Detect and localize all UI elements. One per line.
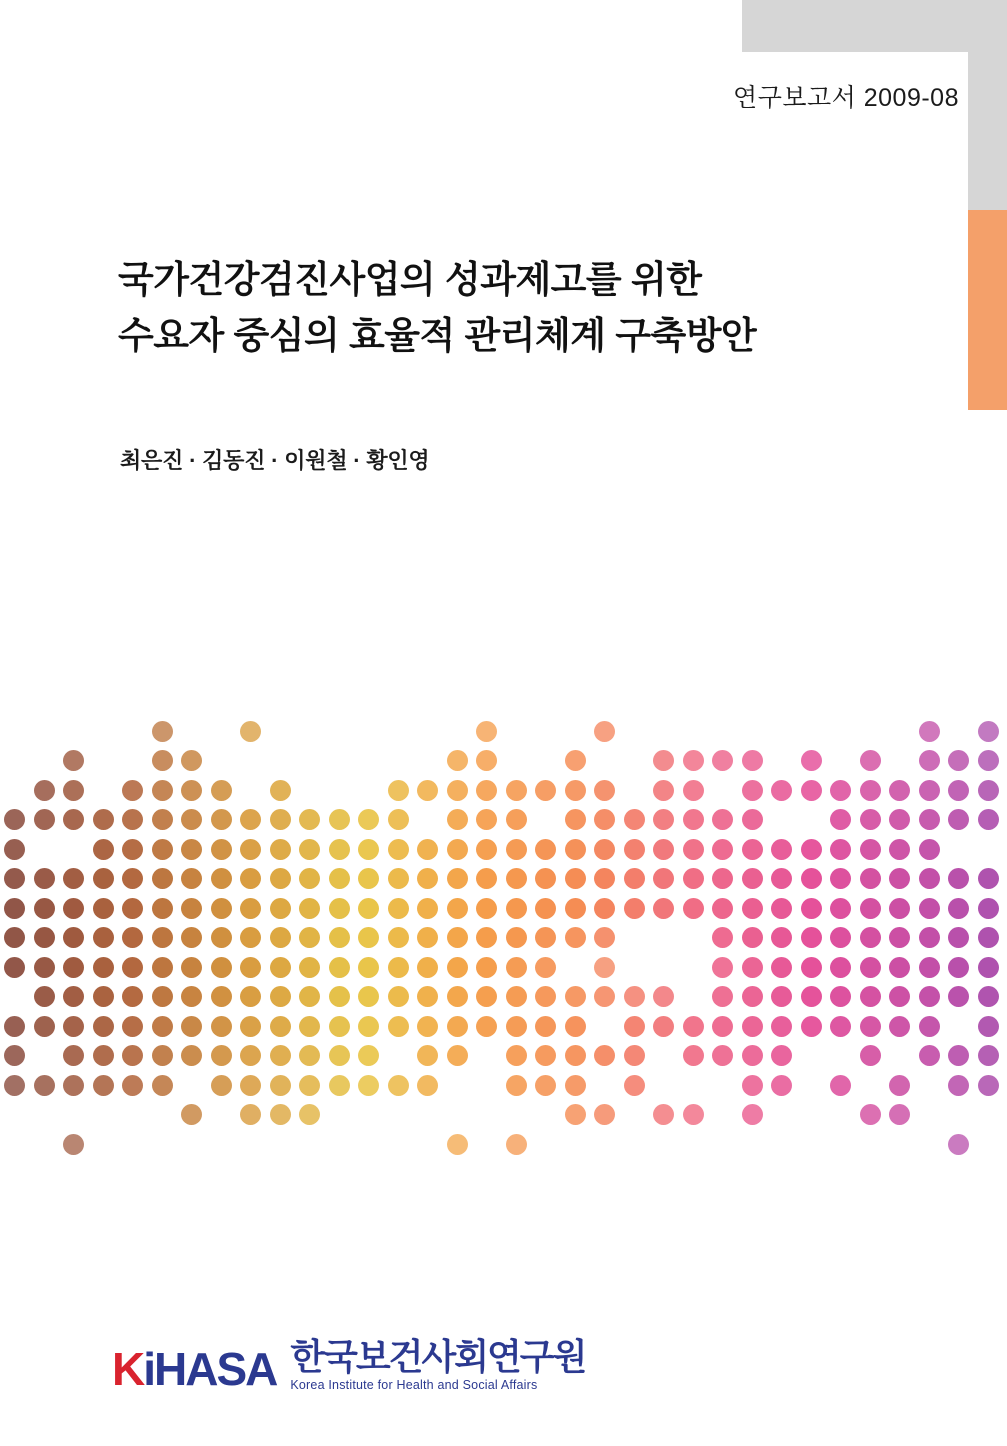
logo-acronym-i: i [143,1342,155,1395]
report-number: 연구보고서 2009-08 [733,84,959,112]
page-title [118,252,918,363]
logo-acronym-k: K [112,1342,144,1395]
title-line-2: 수요자 중심의 효율적 관리체계 구축방안 [118,314,757,356]
dot-gradient-artwork [0,630,1007,1190]
logo-acronym [112,1342,277,1395]
top-gray-decoration [742,0,980,52]
authors: 최은진 · 김동진 · 이원철 · 황인영 [120,448,430,473]
top-right-gray-bar [968,0,1007,210]
top-right-orange-bar [968,210,1007,410]
publisher-name-korean: 한국보건사회연구원 [290,1336,586,1377]
title-line-1: 국가건강검진사업의 성과제고를 위한 [118,259,702,300]
publisher-logo [0,1338,1007,1408]
publisher-name-english: Korea Institute for Health and Social Affairs [290,1377,538,1392]
logo-acronym-rest: HASA [154,1342,277,1395]
